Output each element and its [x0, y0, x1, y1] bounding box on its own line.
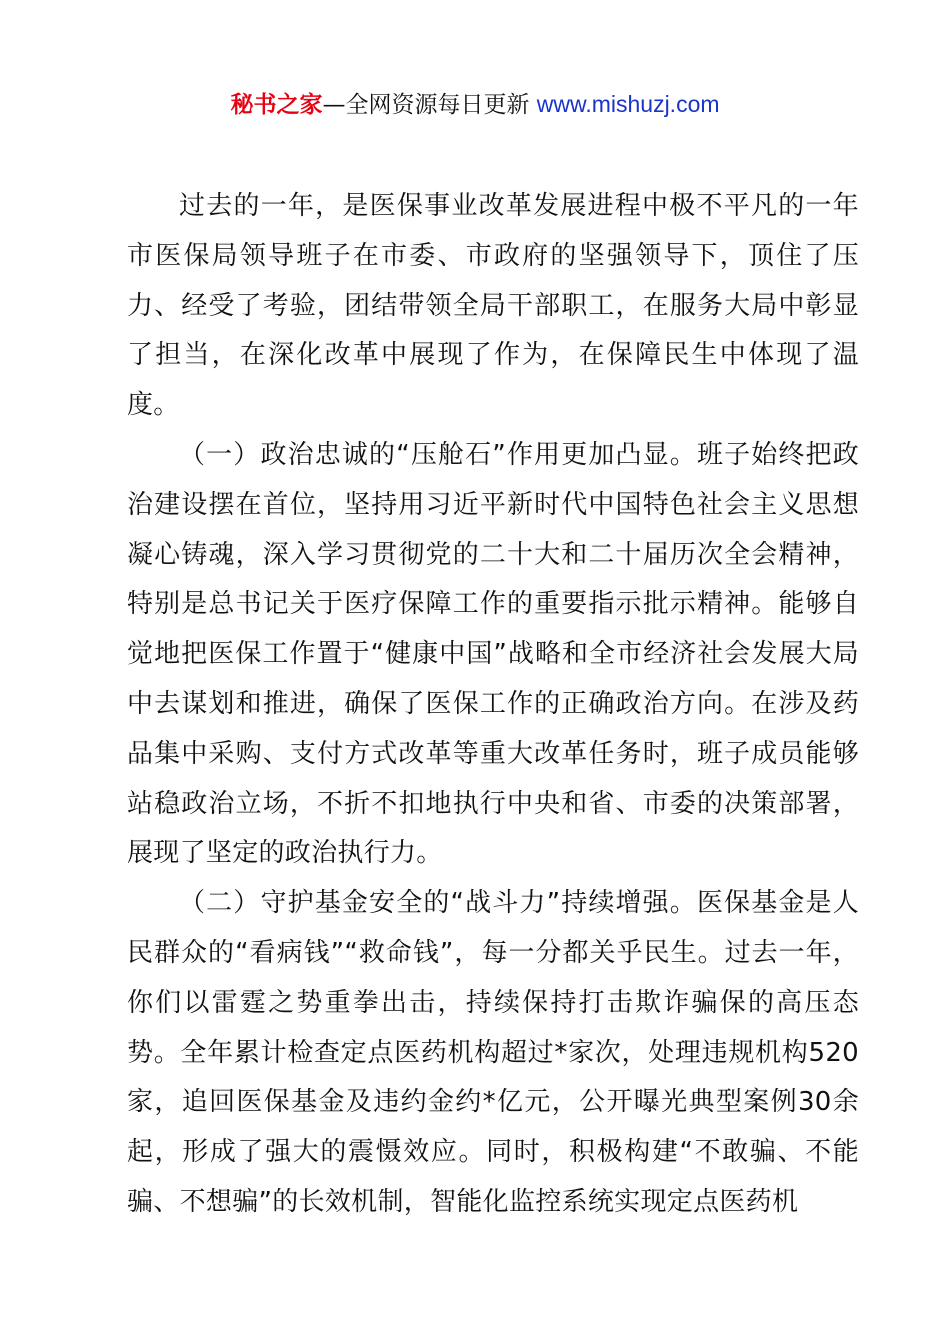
- paragraph-fund-security: （二）守护基金安全的“战斗力”持续增强。医保基金是人民群众的“看病钱”“救命钱”，每一分都关乎民生。过去一年，你们以雷霆之势重拳出击，持续保持打击欺诈骗保的高压态势。全年累计检查定点医药机构超过*家次，处理违规机构520家，追回医保基金及违约金约*亿元，公开曝光典型案例30余起，形成了强大的震慑效应。同时，积极构建“不敢骗、不能骗、不想骗”的长效机制，智能化监控系统实现定点医药机: [127, 888, 859, 1217]
- page-header: [0, 86, 950, 123]
- document-body: [127, 182, 859, 1228]
- paragraph-intro: 过去的一年，是医保事业改革发展进程中极不平凡的一年市医保局领导班子在市委、市政府的坚强领导下，顶住了压力、经受了考验，团结带领全局干部职工，在服务大局中彰显了担当，在深化改革中展现了作为，在保障民生中体现了温度。: [127, 191, 859, 421]
- site-url[interactable]: www.mishuzj.com: [536, 91, 720, 117]
- header-slogan: —全网资源每日更新: [322, 92, 537, 118]
- brand-name: 秘书之家: [230, 92, 323, 118]
- paragraph-political-loyalty: （一）政治忠诚的“压舱石”作用更加凸显。班子始终把政治建设摆在首位，坚持用习近平新时代中国特色社会主义思想凝心铸魂，深入学习贯彻党的二十大和二十届历次全会精神，特别是总书记关于医疗保障工作的重要指示批示精神。能够自觉地把医保工作置于“健康中国”战略和全市经济社会发展大局中去谋划和推进，确保了医保工作的正确政治方向。在涉及药品集中采购、支付方式改革等重大改革任务时，班子成员能够站稳政治立场，不折不扣地执行中央和省、市委的决策部署，展现了坚定的政治执行力。: [127, 439, 859, 869]
